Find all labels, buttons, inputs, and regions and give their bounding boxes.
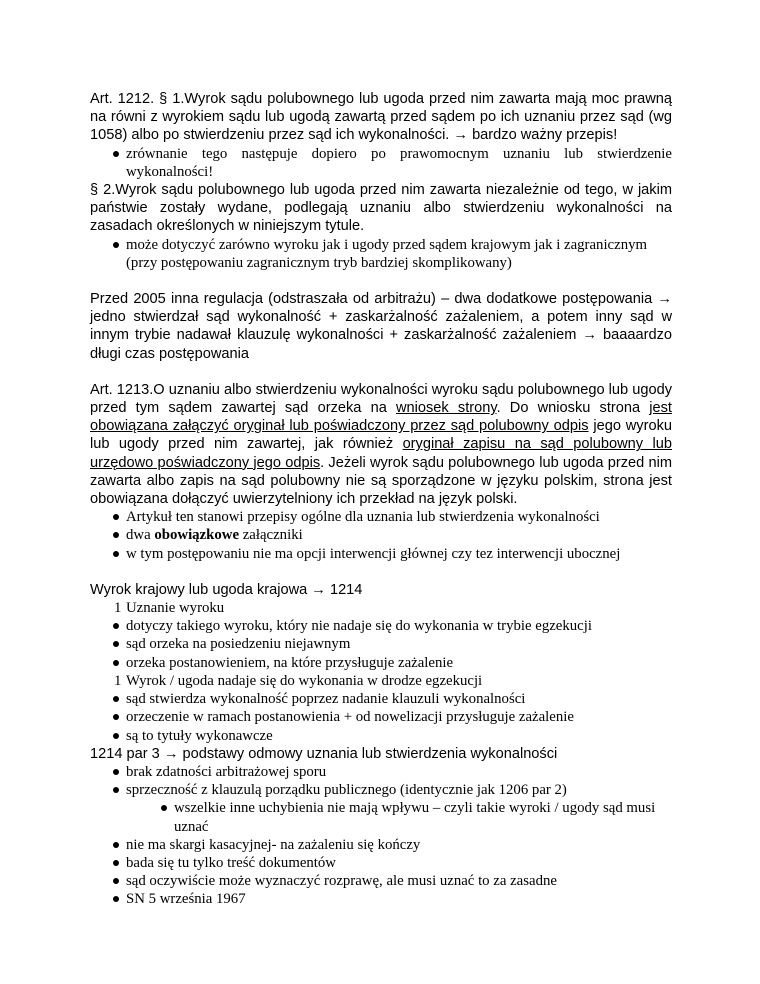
art-1213-underline-1: wniosek strony (396, 400, 497, 417)
item-number: 1 (114, 672, 122, 689)
art-1213-text-1: Art. 1213.O uznaniu albo stwierdzeniu wykonalności wyroku sądu polubownego lub ugody przed tym sądem zawartej sąd orzeka na (90, 381, 672, 417)
item-text: Uznanie wyroku (126, 600, 225, 617)
list-item: bada się tu tylko treść dokumentów (90, 854, 672, 872)
list-item: sąd stwierdza wykonalność poprzez nadanie klauzuli wykonalności (90, 690, 672, 708)
list-item: SN 5 września 1967 (90, 890, 672, 908)
list-item: może dotyczyć zarówno wyroku jak i ugody przed sądem krajowym jak i zagranicznym (przy postępowaniu zagranicznym tryb bardziej skomplikowany) (90, 236, 672, 272)
list-item: sprzeczność z klauzulą porządku publicznego (identycznie jak 1206 par 2) (90, 781, 672, 799)
list-item: w tym postępowaniu nie ma opcji interwencji głównej czy tez interwencji ubocznej (90, 545, 672, 563)
list-item: sąd orzeka na posiedzeniu niejawnym (90, 635, 672, 653)
art-1213-underline-2: jest obowiązana załączyć oryginał lub poświadczony przez sąd polubowny odpis (90, 400, 672, 435)
domestic-list (90, 599, 672, 745)
numbered-item (90, 599, 672, 617)
bullet-text-tail: załączniki (239, 527, 303, 544)
list-item: dotyczy takiego wyroku, który nie nadaje się do wykonania w trybie egzekucji (90, 617, 672, 635)
list-item: brak zdatności arbitrażowej sporu (90, 763, 672, 781)
par3-heading: 1214 par 3 → podstawy odmowy uznania lub stwierdzenia wykonalności (90, 745, 558, 762)
list-item: są to tytuły wykonawcze (90, 727, 672, 745)
art-1213-text-3: jego wyroku lub ugody przed nim zawartej, jak również (90, 418, 672, 453)
art-1213-text-4: . Jeżeli wyrok sądu polubownego lub ugoda przed nim zawarta albo zapis na sąd polubowny nie są sporządzone w języku polskim, strona jest obowiązana dołączyć uwierzytelniony ich przekład na język polski. (90, 454, 672, 508)
item-number: 1 (114, 600, 122, 617)
art-1213-underline-3: oryginał zapisu na sąd polubowny lub urzędowo poświadczony jego odpis (90, 436, 672, 471)
list-item: sąd oczywiście może wyznaczyć rozprawę, ale musi uznać to za zasadne (90, 872, 672, 890)
bullet-text: dwa (126, 527, 155, 544)
list-item: Artykuł ten stanowi przepisy ogólne dla uznania lub stwierdzenia wykonalności (90, 508, 672, 526)
list-item: orzeczenie w ramach postanowienia + od nowelizacji przysługuje zażalenie (90, 708, 672, 726)
bold-word: obowiązkowe (154, 527, 240, 544)
item-text: Wyrok / ugoda nadaje się do wykonania w drodze egzekucji (126, 672, 483, 689)
art-1212-para-2: § 2.Wyrok sądu polubownego lub ugoda przed nim zawarta niezależnie od tego, w jakim państwie zostały wydane, podlegają uznaniu albo stwierdzeniu wykonalności na zasadach określonych w niniejszym tytule. (90, 182, 672, 235)
art-1213-bullets (90, 508, 672, 563)
art-1212-bullets-1 (90, 145, 672, 181)
art-1213-text-2: . Do wniosku strona (496, 400, 650, 417)
list-item: nie ma skargi kasacyjnej- na zażaleniu się kończy (90, 836, 672, 854)
numbered-item (90, 672, 672, 690)
list-item: orzeka postanowieniem, na które przysługuje zażalenie (90, 654, 672, 672)
domestic-heading: Wyrok krajowy lub ugoda krajowa → 1214 (90, 581, 363, 598)
sub-list-item: wszelkie inne uchybienia nie mają wpływu – czyli takie wyroki / ugody sąd musi uznać (90, 799, 672, 835)
document-body (90, 90, 672, 909)
list-item: zrównanie tego następuje dopiero po prawomocnym uznaniu lub stwierdzenie wykonalności! (90, 145, 672, 181)
before-2005-paragraph: Przed 2005 inna regulacja (odstraszała od arbitrażu) – dwa dodatkowe postępowania → jedno stwierdzał sąd wykonalność + zaskarżalność zażaleniem, a potem inny sąd w innym trybie nadawał klauzulę wykonalności + zaskarżalność zażaleniem → baaaardzo długi czas postępowania (90, 291, 672, 362)
par3-list (90, 763, 672, 909)
art-1213-paragraph (90, 381, 672, 508)
art-1212-para-1: Art. 1212. § 1.Wyrok sądu polubownego lub ugoda przed nim zawarta mają moc prawną na równi z wyrokiem sądu lub ugodą zawartą przed sądem po ich uznaniu przez sąd (wg 1058) albo po stwierdzeniu przez sąd ich wykonalności. → bardzo ważny przepis! (90, 91, 672, 144)
list-item (90, 526, 672, 544)
art-1212-bullets-2 (90, 236, 672, 272)
